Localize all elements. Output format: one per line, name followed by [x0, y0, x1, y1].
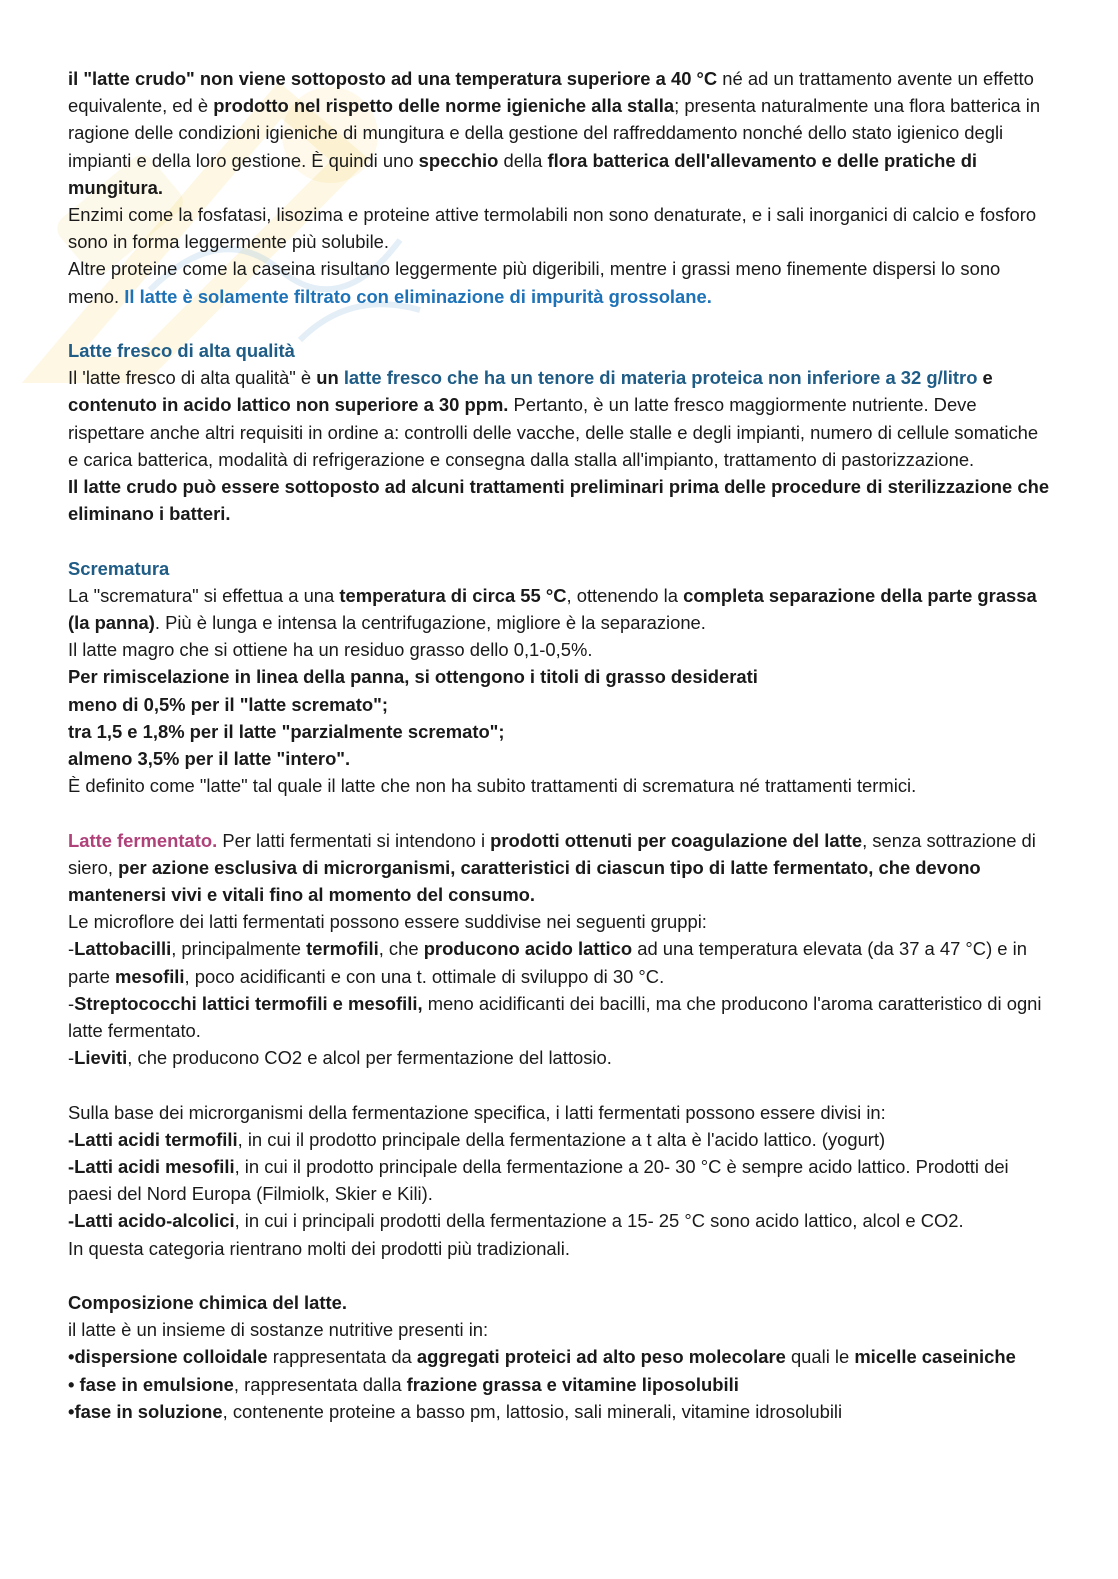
paragraph-latte-fermentato	[68, 827, 1053, 909]
text-bold: -Latti acidi mesofili	[68, 1156, 235, 1178]
text-bold: temperatura di circa 55 °C	[339, 584, 567, 606]
line-scremato: meno di 0,5% per il "latte scremato";	[68, 693, 388, 715]
line-parzialmente-scremato: tra 1,5 e 1,8% per il latte "parzialmente scremato";	[68, 720, 505, 742]
dash: -	[68, 938, 75, 960]
text-bold: termofili	[306, 938, 379, 960]
paragraph-proteine	[68, 255, 1053, 309]
list-item-acidi-termofili	[68, 1126, 1053, 1153]
paragraph-definizione-latte: È definito come "latte" tal quale il latte che non ha subito trattamenti di scrematura né trattamenti termici.	[68, 775, 917, 797]
paragraph-alta-qualita	[68, 364, 1053, 473]
text: , che producono CO2 e alcol per fermentazione del lattosio.	[127, 1047, 612, 1069]
paragraph-scrematura	[68, 582, 1053, 636]
list-item-lattobacilli	[68, 935, 1053, 989]
text: , principalmente	[171, 938, 307, 960]
text-bold: -Latti acido-alcolici	[68, 1210, 235, 1232]
text-bold: Lieviti	[74, 1047, 128, 1069]
text: quali le	[785, 1346, 855, 1368]
text: ad una temperatura elevata (da 37 a 47 °C) e in parte	[68, 938, 1027, 987]
text: La "scrematura" si effettua a una	[68, 584, 340, 606]
paragraph-composizione-intro: il latte è un insieme di sostanze nutritive presenti in:	[68, 1319, 489, 1341]
text-bold: prodotto nel rispetto delle norme igieniche alla stalla	[213, 95, 675, 117]
list-item-fase-emulsione	[68, 1371, 1053, 1398]
text-bold: aggregati proteici ad alto peso molecolare	[416, 1346, 786, 1368]
text-bold: • fase in emulsione	[68, 1373, 234, 1395]
text-bold: producono acido lattico	[423, 938, 633, 960]
text: Per latti fermentati si intendono i	[217, 829, 491, 851]
text-highlight: latte fresco che ha un tenore di materia proteica non inferiore a 32 g/litro	[338, 367, 978, 389]
text-bold: micelle caseiniche	[854, 1346, 1016, 1368]
list-item-fase-soluzione	[68, 1398, 1053, 1425]
text: , poco acidificanti e con una t. ottimale di sviluppo di 30 °C.	[184, 965, 665, 987]
text: , rappresentata dalla	[233, 1373, 407, 1395]
text: Altre proteine come la caseina risultano leggermente più digeribili, mentre i grassi meno finemente dispersi lo sono meno.	[68, 258, 1001, 307]
list-item-dispersione-colloidale	[68, 1343, 1053, 1370]
text: rappresentata da	[267, 1346, 417, 1368]
heading-alta-qualita: Latte fresco di alta qualità	[68, 340, 295, 362]
text-bold: prodotti ottenuti per coagulazione del latte	[490, 829, 863, 851]
text: . Più è lunga e intensa la centrifugazione, migliore è la separazione.	[154, 612, 706, 634]
document-page	[68, 65, 1053, 1425]
text-bold: •dispersione colloidale	[68, 1346, 268, 1368]
list-item-lieviti	[68, 1044, 1053, 1071]
list-item-streptococchi	[68, 990, 1053, 1044]
text-bold: mesofili	[115, 965, 185, 987]
list-item-acidi-mesofili	[68, 1153, 1053, 1207]
text-bold: un	[316, 367, 339, 389]
line-rimiscelazione: Per rimiscelazione in linea della panna, si ottengono i titoli di grasso desiderati	[68, 666, 758, 688]
paragraph-microflore: Le microflore dei latti fermentati possono essere suddivise nei seguenti gruppi:	[68, 911, 707, 933]
text: , che	[378, 938, 424, 960]
text: ; presenta naturalmente una flora batterica in ragione delle condizioni igieniche di mungitura e della gestione del raffreddamento nonché dello stato igienico degli impianti e della loro gestione. È quindi uno	[68, 95, 1041, 171]
paragraph-latte-magro: Il latte magro che si ottiene ha un residuo grasso dello 0,1-0,5%.	[68, 639, 593, 661]
text-bold: il "latte crudo" non viene sottoposto ad una temperatura superiore a 40 °C	[68, 68, 718, 89]
heading-latte-fermentato: Latte fermentato.	[68, 829, 218, 851]
paragraph-enzimi: Enzimi come la fosfatasi, lisozima e proteine attive termolabili non sono denaturate, e i sali inorganici di calcio e fosforo sono in forma leggermente più solubile.	[68, 204, 1037, 253]
text: della	[498, 149, 548, 171]
text: , senza sottrazione di siero,	[68, 829, 1036, 878]
text: , in cui i principali prodotti della fermentazione a 15- 25 °C sono acido lattico, alcol e CO2.	[234, 1210, 964, 1232]
text-bold: specchio	[418, 149, 499, 171]
heading-composizione: Composizione chimica del latte.	[68, 1292, 347, 1314]
text: Il 'latte fresco di alta qualità" è	[68, 367, 317, 389]
text-bold: frazione grassa e vitamine liposolubili	[406, 1373, 739, 1395]
text-bold: Lattobacilli	[74, 938, 172, 960]
text: Pertanto, è un latte fresco maggiormente nutriente. Deve rispettare anche altri requisiti in ordine a: controlli delle vacche, delle stalle e degli impianti, numero di cellule somatiche e carica batterica, modalità di refrigerazione e consegna dalla stalla all'impianto, trattamento di pastorizzazione.	[68, 394, 1039, 470]
list-item-acido-alcolici	[68, 1207, 1053, 1234]
text: , ottenendo la	[566, 584, 684, 606]
paragraph-latte-crudo	[68, 65, 1053, 201]
text: , in cui il prodotto principale della fermentazione a 20- 30 °C è sempre acido lattico. Prodotti dei paesi del Nord Europa (Filmiolk, Skier e Kili).	[68, 1156, 1009, 1205]
text: meno acidificanti dei bacilli, ma che producono l'aroma caratteristico di ogni latte fermentato.	[68, 992, 1042, 1042]
text: né ad un trattamento avente un effetto equivalente, ed è	[68, 68, 1034, 117]
text-bold: •fase in soluzione	[68, 1400, 223, 1422]
heading-scrematura: Scrematura	[68, 557, 170, 579]
text-bold: Streptococchi lattici termofili e mesofili,	[74, 992, 423, 1014]
text-bold: -Latti acidi termofili	[68, 1128, 238, 1150]
paragraph-divisione: Sulla base dei microrganismi della fermentazione specifica, i latti fermentati possono essere divisi in:	[68, 1101, 886, 1123]
text-bold: completa separazione della parte grassa (la panna)	[68, 584, 1037, 634]
paragraph-tradizionali: In questa categoria rientrano molti dei prodotti più tradizionali.	[68, 1237, 570, 1259]
paragraph-trattamenti: Il latte crudo può essere sottoposto ad alcuni trattamenti preliminari prima delle procedure di sterilizzazione che eliminano i batteri.	[68, 476, 1050, 525]
line-intero: almeno 3,5% per il latte "intero".	[68, 748, 351, 770]
text-highlight: Il latte è solamente filtrato con eliminazione di impurità grossolane.	[124, 285, 712, 307]
text: , in cui il prodotto principale della fermentazione a t alta è l'acido lattico. (yogurt)	[237, 1128, 886, 1150]
text-bold: flora batterica dell'allevamento e delle pratiche di mungitura.	[68, 149, 978, 198]
text: , contenente proteine a basso pm, lattosio, sali minerali, vitamine idrosolubili	[222, 1400, 843, 1422]
dash: -	[68, 992, 75, 1014]
dash: -	[68, 1047, 75, 1069]
text-bold: per azione esclusiva di microrganismi, caratteristici di ciascun tipo di latte fermentato, che devono mantenersi vivi e vitali fino al momento del consumo.	[68, 856, 981, 906]
text-bold: e contenuto in acido lattico non superiore a 30 ppm.	[68, 367, 993, 416]
